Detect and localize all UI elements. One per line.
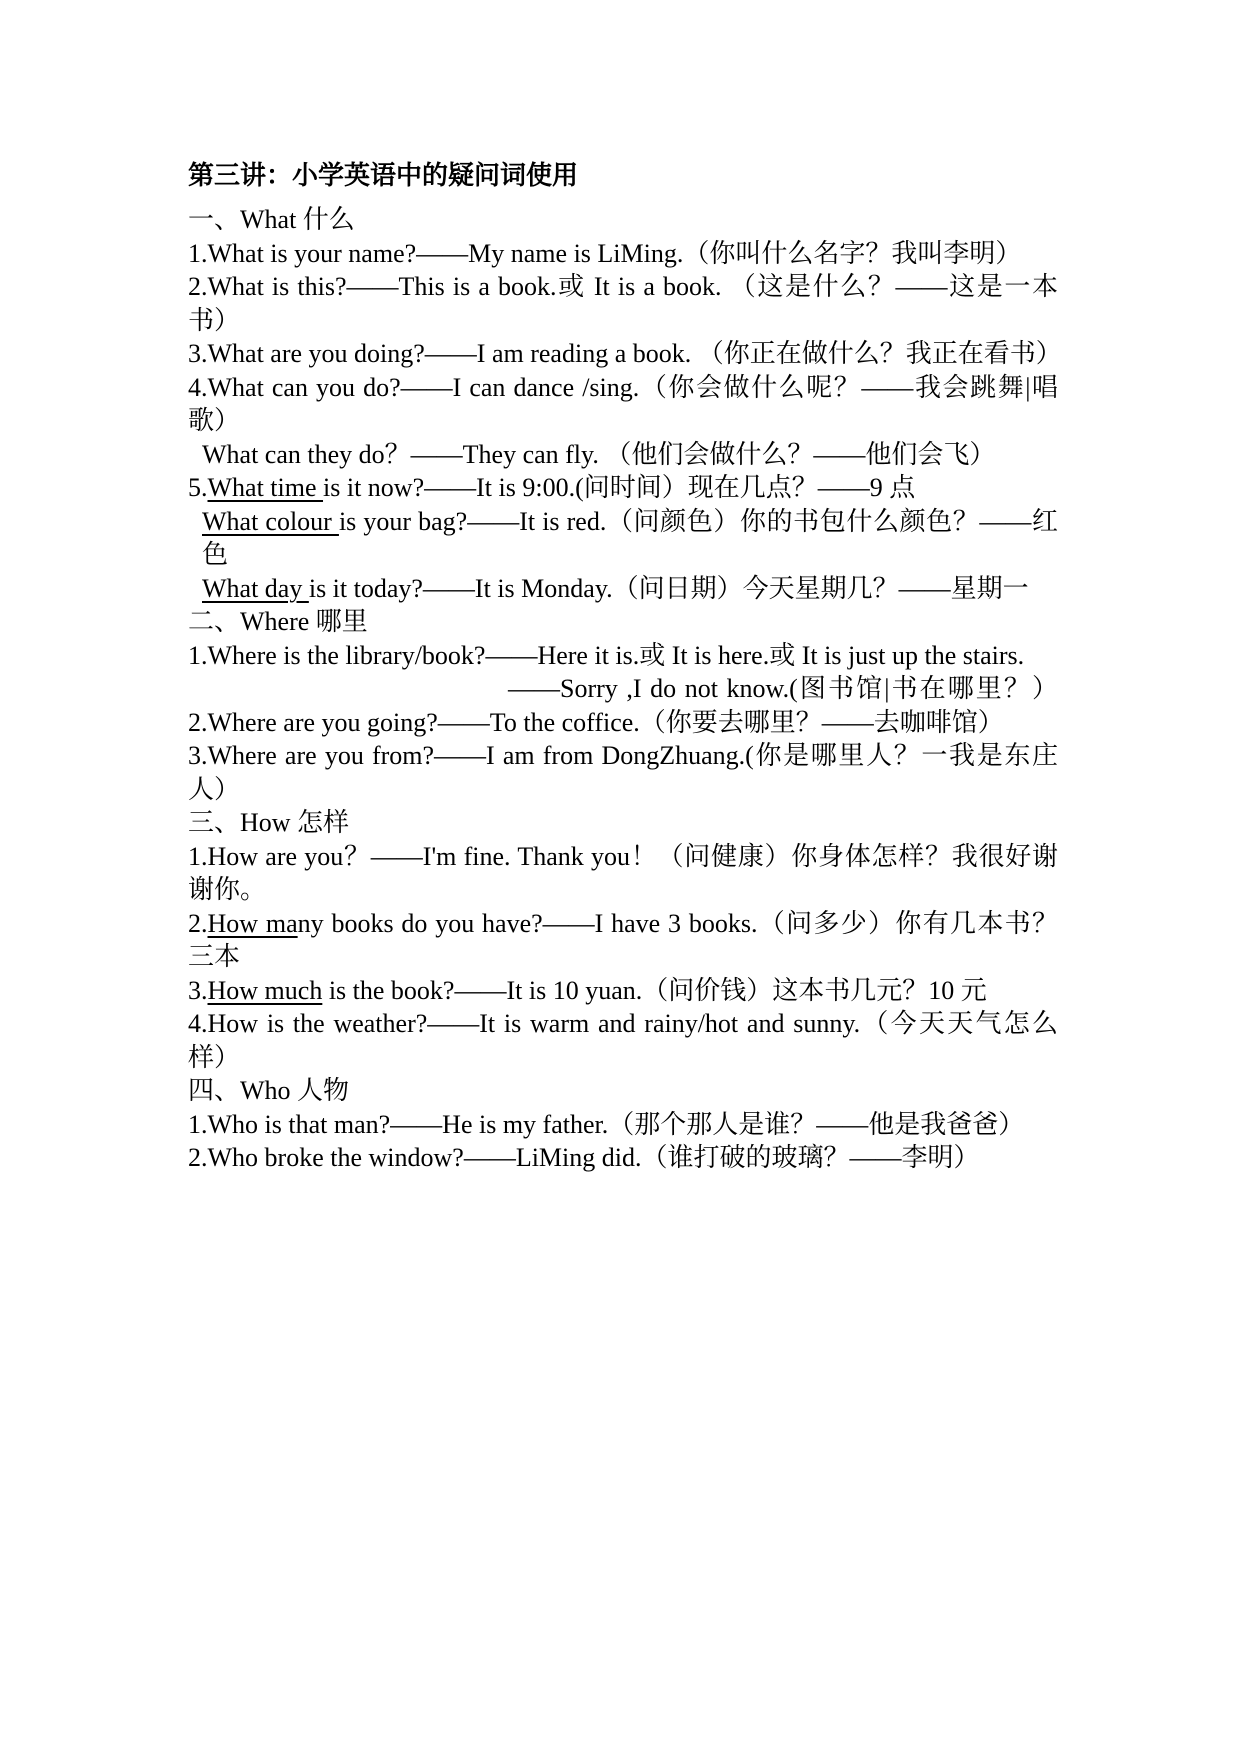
how-example-4: 4.How is the weather?——It is warm and rainy/hot and sunny.（今天天气怎么样） [188,1009,1058,1072]
what-example-2: 2.What is this?——This is a book.或 It is a book. （这是什么？——这是一本书） [188,272,1058,335]
section-heading-how: 三、How 怎样 [188,808,350,837]
what-example-6-text: is your bag?——It is red.（问颜色）你的书包什么颜色？——红色 [202,506,1058,569]
how-example-3-number: 3. [188,975,208,1005]
how-many-phrase: How ma [207,908,298,938]
how-much-phrase: How much [207,975,323,1005]
section-heading-what: 一、What 什么 [188,205,355,234]
what-time-phrase: What time [207,473,324,502]
where-example-1: 1.Where is the library/book?——Here it is.或 It is here.或 It is just up the stairs. [188,640,1025,670]
what-example-6 [188,505,1058,572]
what-example-7 [188,572,1058,606]
how-example-2 [188,907,1058,974]
section-heading-who: 四、Who 人物 [188,1076,350,1105]
where-example-1b: ——Sorry ,I do not know.(图书馆|书在哪里？） [508,674,1058,703]
who-example-1: 1.Who is that man?——He is my father.（那个那人是谁？——他是我爸爸） [188,1109,1025,1139]
what-day-phrase: What day [202,573,309,603]
how-example-1: 1.How are you？——I'm fine. Thank you！（问健康）你身体怎样？我很好谢谢你。 [188,841,1058,904]
what-example-3: 3.What are you doing?——I am reading a book. （你正在做什么？我正在看书） [188,339,1062,368]
what-example-4b: What can they do？——They can fly. （他们会做什么？——他们会飞） [202,439,996,469]
where-example-2: 2.Where are you going?——To the coffice.（你要去哪里？——去咖啡馆） [188,707,1004,737]
what-example-7-text: is it today?——It is Monday.（问日期）今天星期几？——星期一 [308,573,1029,603]
what-example-5 [188,471,1058,505]
what-example-5-number: 5. [188,473,208,502]
page-title: 第三讲：小学英语中的疑问词使用 [188,161,579,191]
how-example-3-text: is the book?——It is 10 yuan.（问价钱）这本书几元？10 元 [322,975,987,1005]
document-body [188,160,1062,1175]
section-heading-where: 二、Where 哪里 [188,607,368,636]
what-example-1: 1.What is your name?——My name is LiMing.（你叫什么名字？我叫李明） [188,238,1022,268]
how-example-2-text: ny books do you have?——I have 3 books.（问多少）你有几本书？三本 [188,908,1058,971]
what-example-4: 4.What can you do?——I can dance /sing.（你会做什么呢？——我会跳舞|唱歌） [188,372,1058,435]
where-example-3: 3.Where are you from?——I am from DongZhuang.(你是哪里人？一我是东庄人） [188,741,1058,804]
who-example-2: 2.Who broke the window?——LiMing did.（谁打破的玻璃？——李明） [188,1143,980,1172]
how-example-2-number: 2. [188,908,208,938]
how-example-3 [188,974,1058,1008]
what-colour-phrase: What colour [202,506,339,536]
what-example-5-text: is it now?——It is 9:00.(问时间）现在几点？——9 点 [323,473,916,502]
